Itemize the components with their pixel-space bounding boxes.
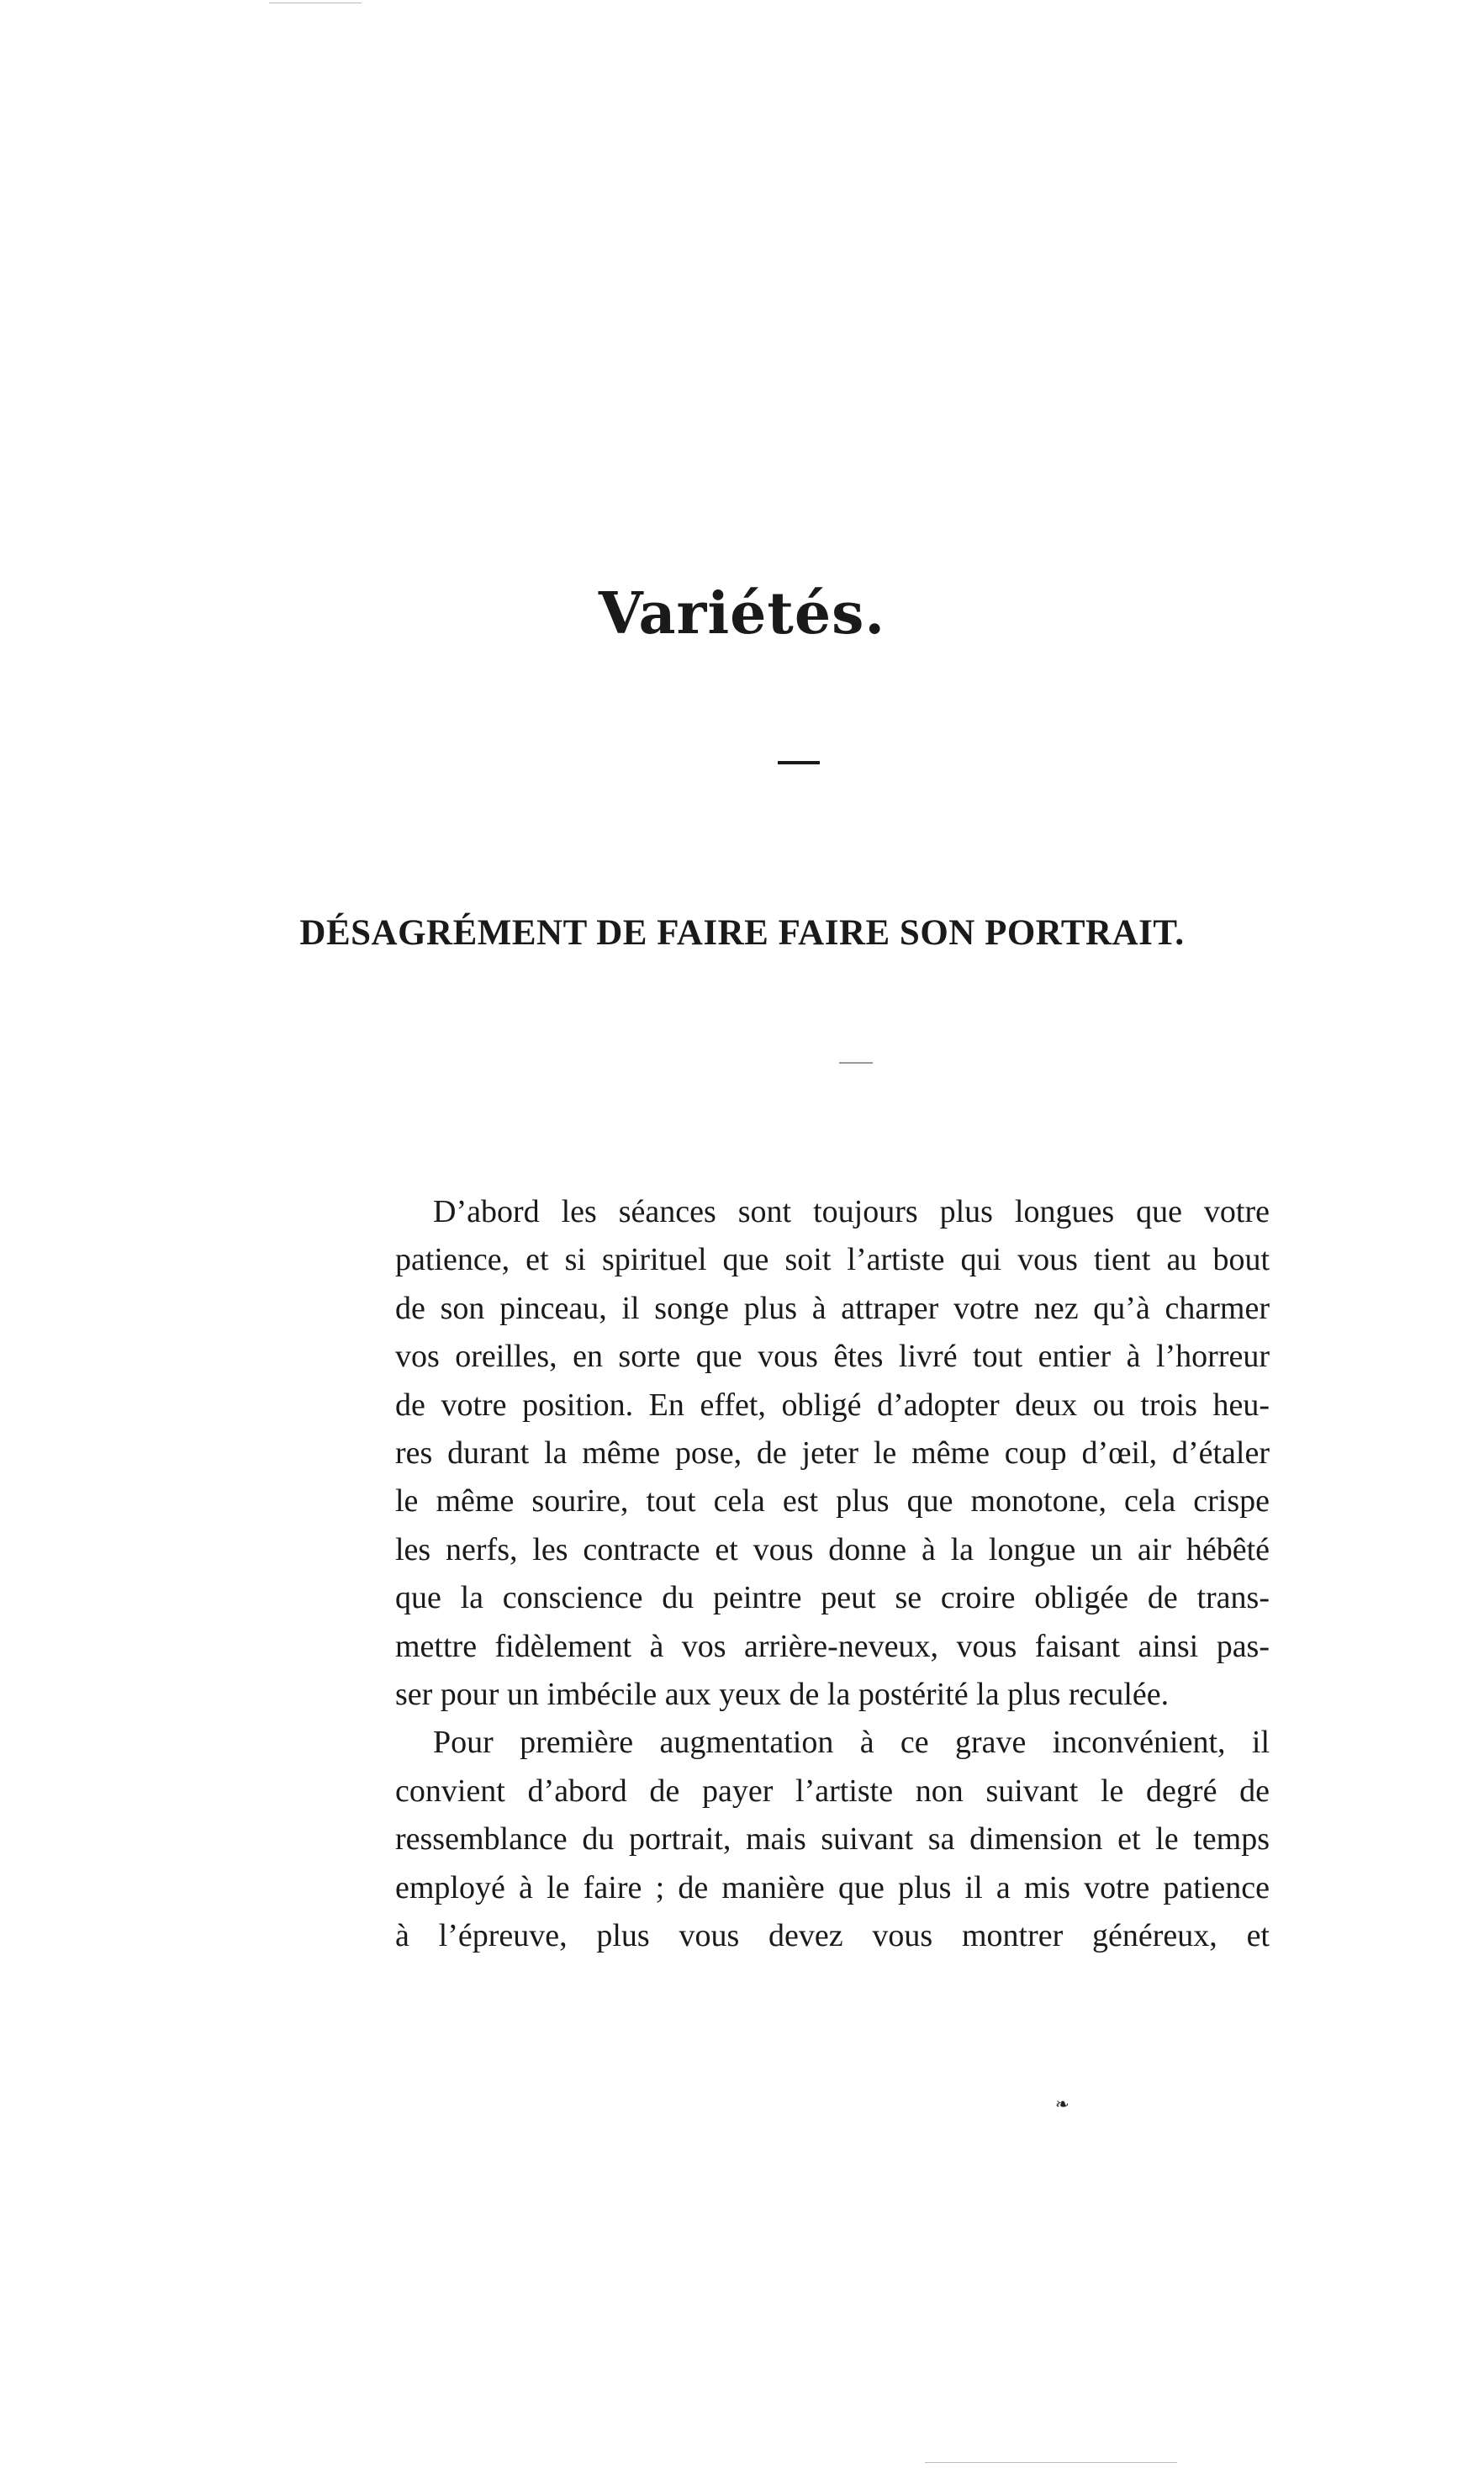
paragraph-1 [395,1188,1270,1719]
text-line: employé à le faire ; de manière que plus il a mis votre patience [395,1869,1270,1905]
text-line: Pour première augmentation à ce grave inconvénient, il [433,1725,1270,1761]
article-body [395,1188,1270,1961]
text-line: à l’épreuve, plus vous devez vous montrer généreux, et [395,1918,1270,1954]
text-line: que la conscience du peintre peut se croire obligée de trans- [395,1580,1270,1616]
text-line: ressemblance du portrait, mais suivant sa dimension et le temps [395,1821,1270,1858]
scan-edge-mark [925,2462,1177,2463]
text-line: le même sourire, tout cela est plus que monotone, cela crispe [395,1483,1270,1519]
text-line: patience, et si spirituel que soit l’artiste qui vous tient au bout [395,1242,1270,1278]
text-line: convient d’abord de payer l’artiste non suivant le degré de [395,1773,1270,1809]
section-heading: Variétés. [598,580,886,647]
article-title: DÉSAGRÉMENT DE FAIRE FAIRE SON PORTRAIT. [299,913,1185,953]
title-divider-mark [839,1062,873,1064]
text-line: les nerfs, les contracte et vous donne à la longue un air hébêté [395,1531,1270,1567]
text-line: vos oreilles, en sorte que vous êtes livré tout entier à l’horreur [395,1339,1270,1375]
text-line: D’abord les séances sont toujours plus longues que votre [433,1194,1270,1229]
text-line: res durant la même pose, de jeter le même coup d’œil, d’étaler [395,1435,1270,1472]
text-line: de son pinceau, il songe plus à attraper votre nez qu’à charmer [395,1290,1270,1326]
text-line: ser pour un imbécile aux yeux de la postérité la plus reculée. [395,1677,1170,1713]
heading-divider-rule [778,761,820,764]
text-line: de votre position. En effet, obligé d’adopter deux ou trois heu- [395,1387,1270,1423]
paragraph-2 [395,1719,1270,1960]
text-line: mettre fidèlement à vos arrière-neveux, vous faisant ainsi pas- [395,1628,1270,1664]
ornament-icon: ❧ [1055,2094,1069,2114]
